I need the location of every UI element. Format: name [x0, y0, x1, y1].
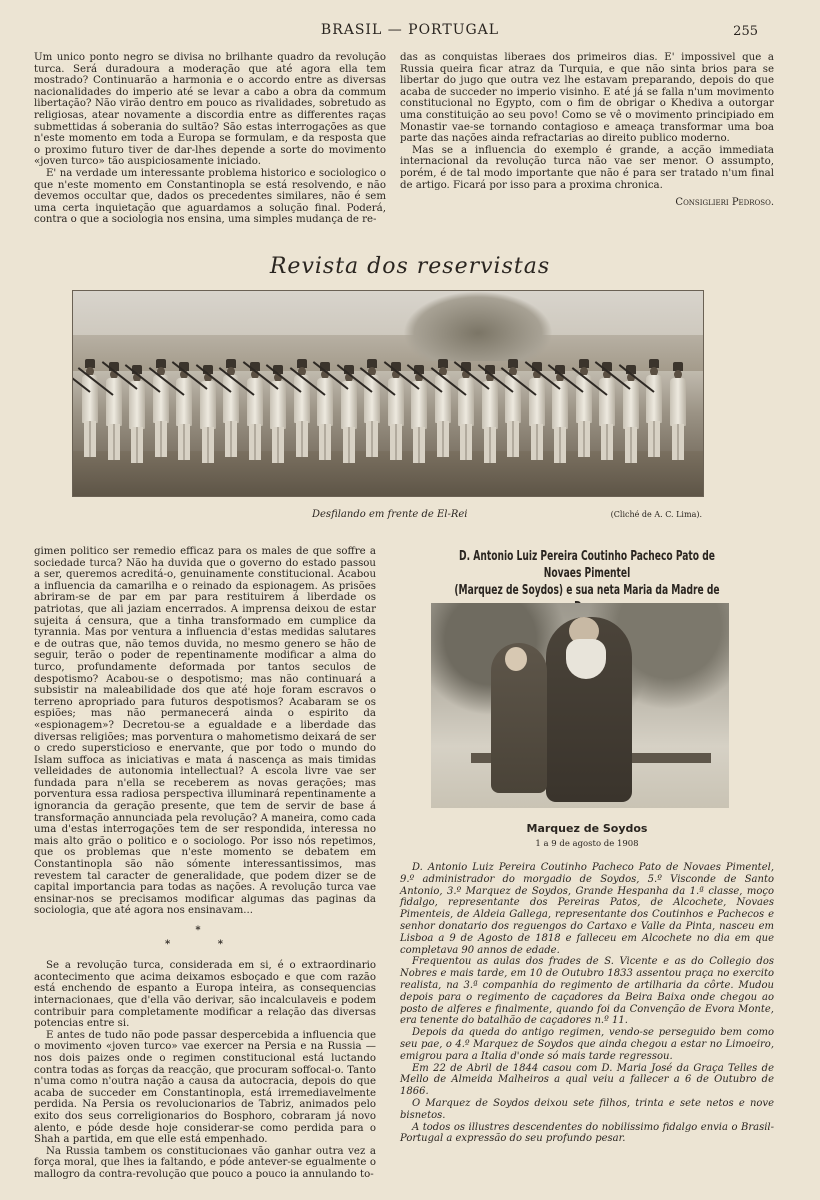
soldier-body: [106, 378, 122, 426]
photo-marquez-beard: [566, 639, 606, 679]
photo-soldier: [293, 359, 311, 461]
soldier-legs: [672, 424, 684, 460]
photo-soldier: [434, 359, 452, 461]
paragraph: E' na verdade um interessante problema historico e sociologico o que n'este momento em Constantinopla se está resolvendo, e não devemos occultar que, dados os precedentes similares, não é sem uma certa inquietação que aguardamos a solução final. Poderá, contra o que a sociologia nos ensina, uma simples mudança de re-: [34, 167, 386, 226]
soldier-body: [646, 375, 662, 423]
paragraph: Mas se a influencia do exemplo é grande, a acção immediata internacional da revolução turca não vae ser menor. O assumpto, porém, é de tal modo importante que não é para ser tratado n'um final de artigo. Ficará por isso para a proxima chronica.: [400, 144, 774, 191]
paragraph: Se a revolução turca, considerada em si, é o extraordinario acontecimento que acima deixamos esboçado e que com razão está enchendo de espanto a Europa inteira, as consequencias internacionaes, que d'ella vão derivar, são incalculaveis e podem contribuir para completamente modificar a relação das diversas potencias entre si.: [34, 960, 376, 1030]
soldier-legs: [554, 427, 566, 463]
paragraph: E antes de tudo não pode passar despercebida a influencia que o movimento «joven turco» vae exercer na Persia e na Russia — nos dois paizes onde o regimen constitucional está luctando contra todas as forças da reacção, que procuram soffocal-o. Tanto n'uma como n'outra nação a causa da autocracia, depois do que acaba de succeder em Constantinopla, está irremediavelmente perdida. Na Persia os revolucionarios de Tabriz, animados pelo exito dos seus correligionarios do Bosphoro, cobraram já novo alento, e póde desde hoje considerar-se como perdida para o Shah a partida, em que elle está empenhado.: [34, 1029, 376, 1146]
soldier-body: [599, 378, 615, 426]
author-signature: Consiglieri Pedroso.: [675, 197, 774, 209]
soldier-legs: [84, 421, 96, 457]
bio-paragraph: Frequentou as aulas dos frades de S. Vicente e as do Collegio dos Nobres e mais tarde, em 10 de Outubro 1833 assentou praça no exercito realista, na 3.ª companhia do regimento de artilharia da côrte. Mudou depois para o regimento de caçadores da Beira Baixa onde chegou ao posto de alferes e finalmente, quando foi da Convenção de Evora Monte, era tenente do batalhão de caçadores n.º 11.: [400, 956, 774, 1027]
photo-caption-row: [72, 509, 702, 523]
photo-soldier: [669, 362, 687, 464]
reservists-photo: [72, 290, 704, 497]
soldier-legs: [296, 421, 308, 457]
photo-soldier: [363, 359, 381, 461]
section-divider: * *: [165, 938, 245, 950]
paragraph: das as conquistas liberaes dos primeiros dias. E' impossivel que a Russia queira ficar atraz da Turquia, e que não sinta brios para se libertar do jugo que outra vez lhe estavam preparando, depois do que acaba de succeder no imperio visinho. E até já se falla n'um movimento constitucional no Egypto, com o fim de obrigar o Khediva a outorgar uma constituição ao seu povo! Como se vê o movimento principiado em Monastir vae-se tornando contagioso e ameaça transformar uma boa parte das nações ainda refractarias ao direito publico moderno.: [400, 52, 774, 145]
soldier-legs: [249, 424, 261, 460]
running-title: BRASIL — PORTUGAL: [320, 22, 500, 38]
paragraph: gimen politico ser remedio efficaz para os males de que soffre a sociedade turca? Não ha duvida que o governo do estado passou a ser, queremos acreditá-o, genuinamente constitucional. Acabou a influencia da camarilha e o reinado da espionagem. As prisões abriram-se de par em par para restituirem á liberdade os patriotas, que ali jaziam encerrados. A imprensa deixou de estar sujeita á censura, que a tinha transformado em cumplice da tyrannia. Mas por ventura a influencia d'estas medidas salutares e de outras que, não temos duvida, no mesmo genero se hão de seguir, terão o poder de repentinamente modificar a alma do turco, profundamente deformada por tantos seculos de despotismo? Acabou-se o despotismo; mas não continuará a subsistir na maleabilidade dos que até hoje foram escravos o terreno apropriado para futuros despotismos? Acabaram se os espiões; mas não permanecerá ainda o espirito da «espionagem»? Decretou-se a egualdade e a liberdade das diversas religiões; mas porventura o mahometismo deixará de ser o credo supersticioso e enervante, que por todo o mundo do Islam suffoca as iniciativas e mata á nascença as mais timidas velleidades de autonomia intellectual? A escola livre vae ser fundada para n'ella se receberem as novas gerações; mas porventura essa radiosa perspectiva illuminará repentinamente a ignorancia da geração presente, que tem de servir de base á transformação annunciada pela revolução? A maneira, como cada uma d'estas interrogações tem de ser respondida, interessa no mais alto grão o politico e o sociologo. Por isso nós repetimos, que os problemas que n'este momento se debatem em Constantinopla são não sómente interessantissimos, mas revestem tal caracter de generalidade, que podem dizer se de capital importancia para todas as nações. A revolução turca vae ensinar-nos se precisamos modificar algumas das paginas da sociologia, que até agora nos ensinavam...: [34, 546, 376, 917]
photo-soldier: [222, 359, 240, 461]
soldier-body: [247, 378, 263, 426]
soldier-legs: [460, 424, 472, 460]
soldier-body: [458, 378, 474, 426]
article-column-top-right: [400, 52, 774, 209]
soldier-legs: [319, 424, 331, 460]
photo-caption: Desfilando em frente de El-Rei: [312, 509, 468, 520]
section-title: Revista dos reservistas: [269, 254, 551, 279]
soldier-body: [529, 378, 545, 426]
soldier-legs: [437, 421, 449, 457]
paragraph: Um unico ponto negro se divisa no brilhante quadro da revolução turca. Será duradoura a moderação que até agora ella tem mostrado? Continuarão a harmonia e o accordo entre as diversas nacionalidades do imperio até se levar a cabo a obra da commum libertação? Não virão dentro em pouco as rivalidades, sobretudo as religiosas, atear novamente a discordia entre as differentes raças submettidas á soberania do sultão? São estas interrogações as que n'este momento em toda a Europa se formulam, e da resposta que o proximo futuro tiver de dar-lhes depende a sorte do movimento «joven turco» tão auspiciosamente iniciado.: [34, 52, 386, 168]
photo-soldier: [504, 359, 522, 461]
portrait-date: 1 a 9 de agosto de 1908: [535, 839, 639, 849]
soldier-body: [176, 378, 192, 426]
section-divider: *: [195, 925, 215, 936]
soldier-legs: [108, 424, 120, 460]
soldier-legs: [366, 421, 378, 457]
soldier-legs: [390, 424, 402, 460]
marquez-portrait-photo: [431, 603, 729, 808]
soldier-legs: [484, 427, 496, 463]
soldier-legs: [155, 421, 167, 457]
bio-paragraph: D. Antonio Luiz Pereira Coutinho Pacheco Pato de Novaes Pimentel, 9.º administrador do morgadio de Soydos, 5.º Visconde de Santo Antonio, 3.º Marquez de Soydos, Grande Hespanha da 1.ª classe, moço fidalgo, representante dos Pereiras Patos, de Alcochete, Novaes Pimenteis, de Aldeia Gallega, representante dos Coutinhos e Pachecos e senhor donatario dos reguengos do Cartaxo e Valle da Pinta, nasceu em Lisboa a 9 de Agosto de 1818 e falleceu em Alcochete no dia em que completava 90 annos de edade.: [400, 862, 774, 956]
soldier-legs: [625, 427, 637, 463]
soldier-legs: [507, 421, 519, 457]
soldier-body: [317, 378, 333, 426]
photo-soldier: [81, 359, 99, 461]
portrait-heading-line: D. Antonio Luiz Pereira Coutinho Pacheco Pato de Novaes Pimentel: [459, 549, 715, 581]
soldier-legs: [531, 424, 543, 460]
bio-paragraph: O Marquez de Soydos deixou sete filhos, trinta e sete netos e nove bisnetos.: [400, 1097, 774, 1121]
soldier-legs: [413, 427, 425, 463]
soldier-legs: [343, 427, 355, 463]
soldier-legs: [178, 424, 190, 460]
photo-tree: [403, 291, 553, 361]
bio-paragraph: A todos os illustres descendentes do nobilissimo fidalgo envia o Brasil-Portugal a expressão do seu profundo pesar.: [400, 1121, 774, 1145]
paragraph: Na Russia tambem os constitucionaes vão ganhar outra vez a força moral, que lhes ia faltando, e póde antever-se egualmente o mallogro da contra-revolução que pouco a pouco ia annulando to-: [34, 1145, 376, 1180]
bio-paragraph: Depois da queda do antigo regimen, vendo-se perseguido bem como seu pae, o 4.º Marquez de Soydos que ainda chegou a estar no Limoeiro, emigrou para a Italia d'onde só mais tarde regressou.: [400, 1027, 774, 1062]
soldier-body: [388, 378, 404, 426]
biography-column: [400, 862, 774, 1145]
soldier-legs: [131, 427, 143, 463]
soldier-legs: [648, 421, 660, 457]
soldier-body: [670, 378, 686, 426]
article-column-top-left: [34, 52, 386, 226]
soldier-legs: [601, 424, 613, 460]
photo-soldier: [645, 359, 663, 461]
page-header: [0, 22, 820, 42]
photo-soldier: [152, 359, 170, 461]
article-column-mid-left: [34, 546, 376, 1180]
portrait-heading-line: (Marquez de Soydos) e sua neta Maria da Madre de: [454, 583, 720, 598]
portrait-caption: Marquez de Soydos: [526, 822, 648, 835]
bio-paragraph: Em 22 de Abril de 1844 casou com D. Maria José da Graça Telles de Mello de Almeida Malheiros a qual veiu a fallecer a 6 de Outubro de 1866.: [400, 1062, 774, 1098]
soldier-legs: [202, 427, 214, 463]
photo-credit: (Cliché de A. C. Lima).: [610, 510, 702, 519]
photo-soldier: [575, 359, 593, 461]
soldier-legs: [225, 421, 237, 457]
soldier-legs: [578, 421, 590, 457]
page-number: 255: [733, 24, 758, 39]
photo-granddaughter-face: [505, 647, 527, 671]
soldier-legs: [272, 427, 284, 463]
